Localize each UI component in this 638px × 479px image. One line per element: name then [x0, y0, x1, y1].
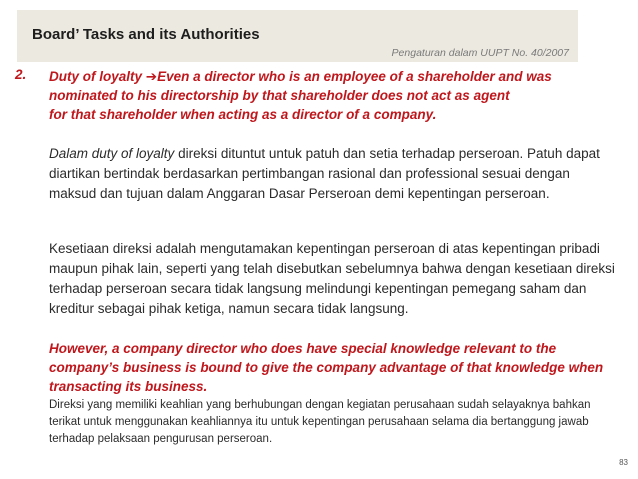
lead-statement — [49, 67, 619, 124]
lead-line-3: for that shareholder when acting as a director of a company. — [49, 107, 437, 122]
paragraph-term: Dalam duty of loyalty — [49, 146, 175, 161]
paragraph-keahlian — [49, 397, 619, 448]
lead-text-1: Even a director who is an employee of a shareholder and was — [157, 69, 552, 84]
paragraph-however — [49, 339, 619, 396]
paragraph-text: Direksi yang memiliki keahlian yang berhubungan dengan kegiatan perusahaan sudah selayaknya bahkan terikat untuk menggunakan keahliannya itu untuk kepentingan perusahaan selama dia bertanggung jawab terhadap pelaksaan pengurusan perseroan. — [49, 399, 591, 445]
lead-line-2: nominated to his directorship by that shareholder does not act as agent — [49, 88, 510, 103]
paragraph-text: Kesetiaan direksi adalah mengutamakan kepentingan perseroan di atas kepentingan pribadi maupun pihak lain, seperti yang telah disebutkan sebelumnya bahwa dengan kesetiaan direksi terhadap perseroan secara tidak langsung melindungi kepentingan pemegang saham dan kreditur sebagai pihak ketiga, namun secara tidak langsung. — [49, 241, 615, 316]
emphasis-text: However, a company director who does have special knowledge relevant to the company’s business is bound to give the company advantage of that knowledge when transacting its business. — [49, 341, 604, 394]
lead-line-1 — [49, 67, 619, 86]
paragraph-duty-of-loyalty — [49, 144, 619, 204]
paragraph-text: direksi dituntut untuk patuh dan setia terhadap perseroan. Patuh dapat diartikan bertindak berdasarkan pertimbangan rasional dan professional sesuai dengan maksud dan tujuan dalam Anggaran Dasar Perseroan demi kepentingan perseroan. — [49, 146, 600, 201]
lead-term: Duty of loyalty — [49, 69, 143, 84]
page-number: 83 — [619, 458, 628, 467]
paragraph-kesetiaan — [49, 239, 619, 319]
slide-header — [17, 10, 578, 62]
right-arrow-icon: ➔ — [145, 69, 158, 84]
source-reference: Pengaturan dalam UUPT No. 40/2007 — [391, 47, 569, 59]
slide-title: Board’ Tasks and its Authorities — [32, 26, 260, 43]
item-number: 2. — [15, 67, 27, 82]
